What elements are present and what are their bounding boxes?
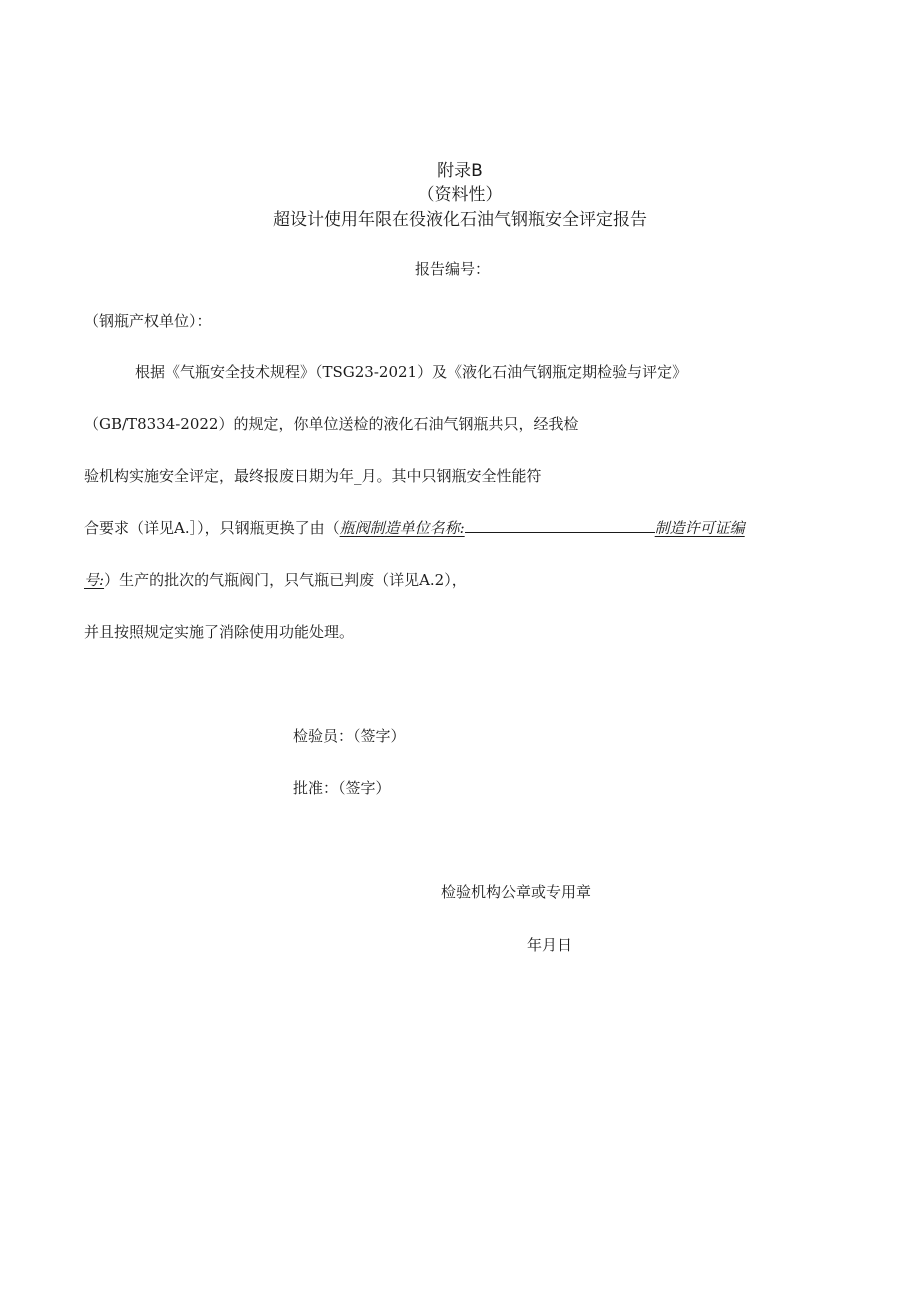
owner-label: （钢瓶产权单位）： — [84, 312, 212, 330]
valve-manufacturer-label: 瓶阀制造单位名称: — [339, 519, 465, 537]
body-line-4 — [84, 518, 745, 538]
approver-signature: 批准：（签字） — [293, 779, 391, 797]
body-line-6: 并且按照规定实施了消除使用功能处理。 — [84, 623, 355, 641]
license-number-label: 制造许可证编 — [654, 519, 745, 537]
inspector-signature: 检验员：（签字） — [293, 727, 406, 745]
seal-label: 检验机构公章或专用章 — [441, 883, 592, 901]
body-line-5-text: ）生产的批次的气瓶阀门，只气瓶已判废（详见A.2）， — [104, 571, 467, 589]
body-line-4-text: 合要求（详见A.］），只钢瓶更换了由（ — [84, 519, 340, 537]
report-number-label: 报告编号： — [415, 260, 491, 278]
report-title: 超设计使用年限在役液化石油气钢瓶安全评定报告 — [273, 210, 647, 230]
body-line-1: 根据《气瓶安全技术规程》（TSG23-2021）及《液化石油气钢瓶定期检验与评定》 — [135, 363, 688, 381]
body-line-2: （GB/T8334-2022）的规定，你单位送检的液化石油气钢瓶共只，经我检 — [84, 415, 579, 433]
valve-manufacturer-blank — [465, 518, 655, 533]
body-line-5 — [84, 570, 467, 590]
appendix-nature: （资料性） — [417, 185, 503, 205]
body-line-3: 验机构实施安全评定，最终报废日期为年_月。其中只钢瓶安全性能符 — [84, 467, 542, 485]
appendix-label: 附录B — [437, 161, 483, 181]
license-number-label-end: 号: — [84, 571, 105, 589]
date-label: 年月日 — [527, 936, 573, 954]
